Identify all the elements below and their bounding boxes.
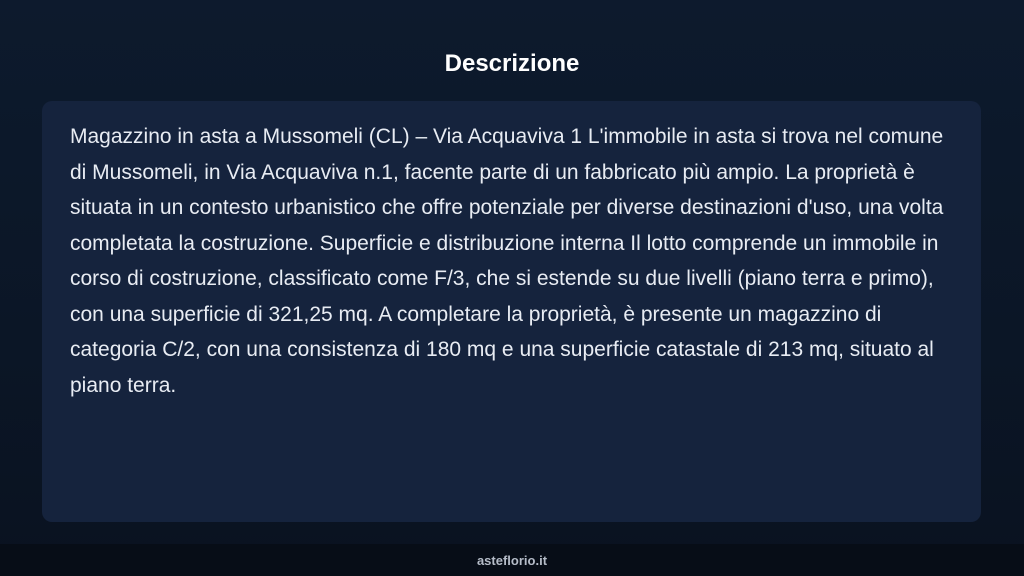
description-panel: [42, 101, 981, 522]
description-text: Magazzino in asta a Mussomeli (CL) – Via Acquaviva 1 L'immobile in asta si trova nel comune di Mussomeli, in Via Acquaviva n.1, facente parte di un fabbricato più ampio. La proprietà è situata in un contesto urbanistico che offre potenziale per diverse destinazioni d'uso, una volta completata la costruzione. Superficie e distribuzione interna Il lotto comprende un immobile in corso di costruzione, classificato come F/3, che si estende su due livelli (piano terra e primo), con una superficie di 321,25 mq. A completare la proprietà, è presente un magazzino di categoria C/2, con una consistenza di 180 mq e una superficie catastale di 213 mq, situato al piano terra.: [70, 125, 944, 397]
footer-bar: [0, 544, 1024, 576]
section-title: Descrizione: [444, 50, 580, 77]
site-name: asteflorio.it: [476, 552, 548, 568]
